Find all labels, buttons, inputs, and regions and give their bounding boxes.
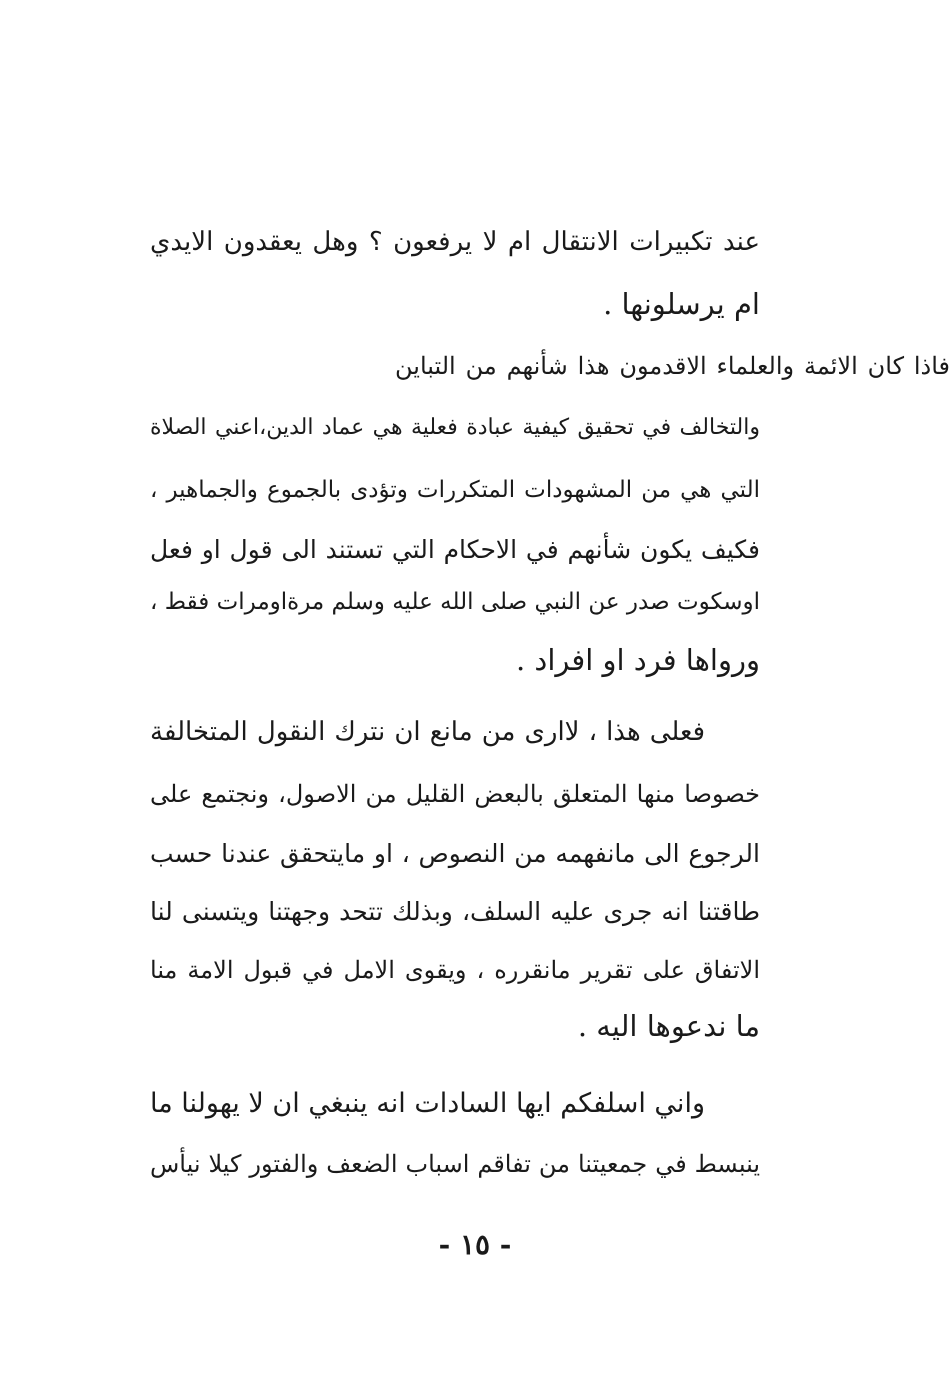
text-line: فعلى هذا ، لااری من مانع ان نترك النقول المتخالفة: [150, 717, 705, 747]
text-line: ما ندعوها اليه .: [577, 1009, 760, 1043]
text-line: فكيف يكون شأنهم في الاحكام التي تستند الى قول او فعل: [150, 535, 760, 564]
page-number: - ١٥ -: [438, 1228, 512, 1261]
text-line: ام يرسلونها .: [603, 287, 760, 321]
text-line: طاقتنا انه جرى عليه السلف، وبذلك تتحد وجهتنا ويتسنى لنا: [150, 897, 760, 926]
text-line: الرجوع الى مانفهمه من النصوص ، او مايتحقق عندنا حسب: [150, 839, 760, 868]
text-line: التي هي من المشهودات المتكررات وتؤدى بالجموع والجماهير ،: [150, 477, 760, 503]
text-line: اوسكوت صدر عن النبي صلى الله عليه وسلم مرةاومرات فقط ،: [150, 589, 760, 615]
text-line: والتخالف في تحقيق كيفية عبادة فعلية هي عماد الدين،اعني الصلاة: [150, 415, 760, 440]
text-line: واني اسلفكم ايها السادات انه ينبغي ان لا يهولنا ما: [150, 1088, 705, 1119]
text-line: الاتفاق على تقرير مانقرره ، ويقوى الامل في قبول الامة منا: [150, 956, 760, 984]
text-line: عند تكبيرات الانتقال ام لا يرفعون ؟ وهل يعقدون الايدي: [150, 227, 760, 257]
text-line: خصوصا منها المتعلق بالبعض القليل من الاصول، ونجتمع على: [150, 780, 760, 808]
text-line: ورواها فرد او افراد .: [515, 643, 760, 677]
text-line: فاذا كان الائمة والعلماء الاقدمون هذا شأنهم من التباين: [395, 352, 950, 380]
text-line: ينبسط في جمعيتنا من تفاقم اسباب الضعف والفتور كيلا نيأس: [150, 1150, 761, 1178]
